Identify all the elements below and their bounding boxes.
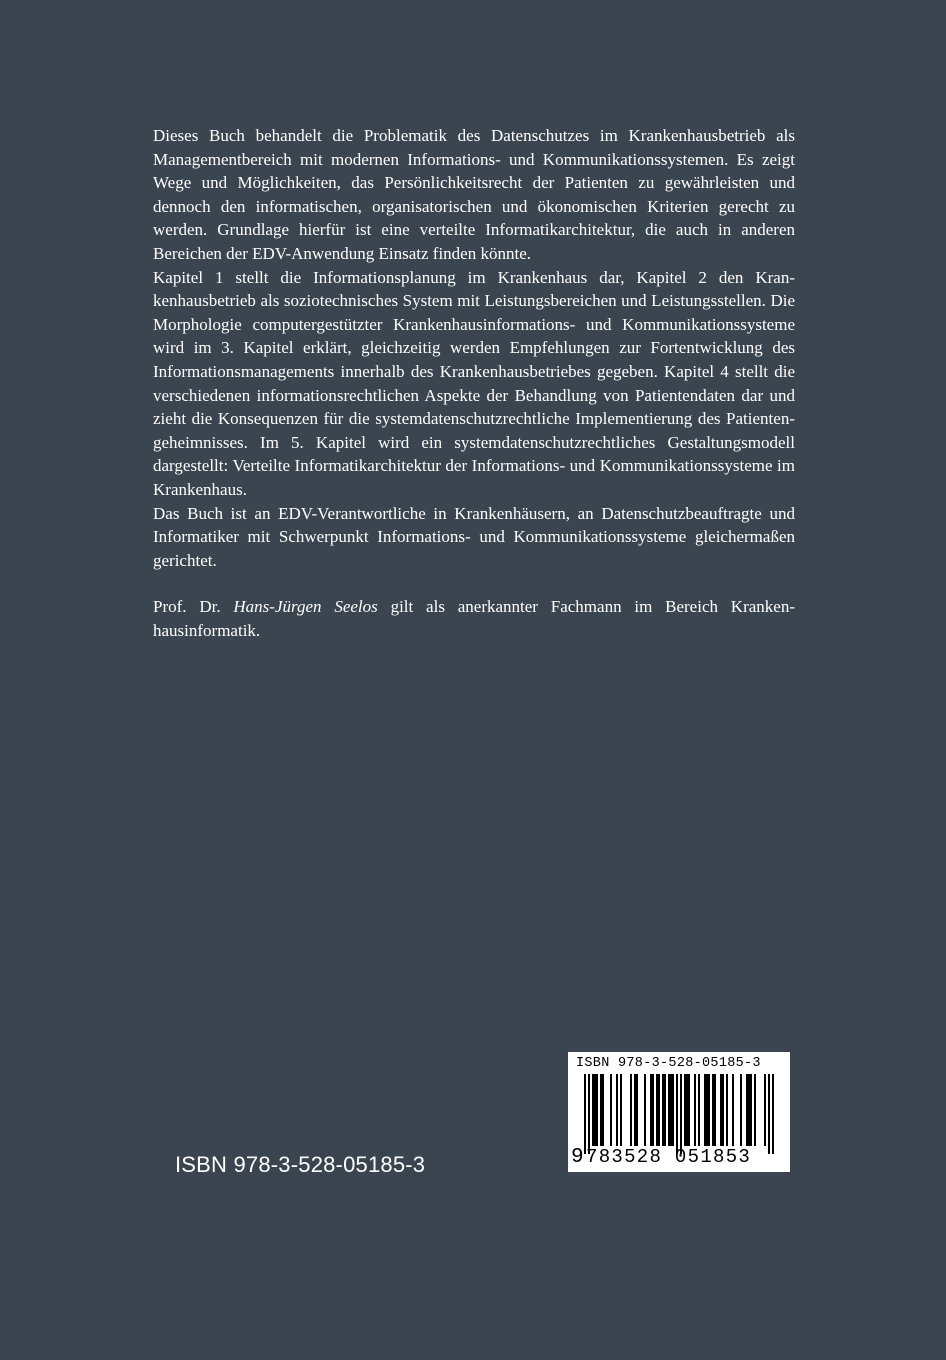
author-note — [153, 595, 795, 642]
barcode-bar — [600, 1074, 602, 1146]
barcode-bar — [662, 1074, 664, 1146]
barcode-bar — [722, 1074, 724, 1146]
author-suffix: gilt als anerkannter Fachmann im Bereich Krankenhausinformatik. — [153, 597, 795, 640]
blurb-paragraph-3: Das Buch ist an EDV-Verantwortliche in Krankenhäusern, an Datenschutzbeauftragte und Informatiker mit Schwerpunkt Informations- und Kommunikationssysteme gleichermaßen gerichtet. — [153, 503, 795, 570]
barcode-bar — [596, 1074, 598, 1146]
barcode-bar — [740, 1074, 742, 1146]
barcode-bar — [584, 1074, 586, 1154]
barcode-digits: 783528 051853 — [586, 1146, 752, 1168]
barcode-bar — [664, 1074, 666, 1146]
barcode-bar — [680, 1074, 682, 1154]
barcode-bar — [672, 1074, 674, 1146]
barcode-bar — [750, 1074, 752, 1146]
barcode-bar — [712, 1074, 714, 1146]
barcode-bar — [708, 1074, 710, 1146]
barcode-first-digit: 9 — [571, 1146, 584, 1169]
barcode-bar — [630, 1074, 632, 1146]
barcode-bar — [602, 1074, 604, 1146]
barcode-bar — [652, 1074, 654, 1146]
barcode-bar — [698, 1074, 700, 1146]
author-name: Hans-Jürgen Seelos — [233, 597, 378, 617]
barcode-bar — [694, 1074, 696, 1146]
barcode-bar — [704, 1074, 706, 1146]
barcode-bar — [620, 1074, 622, 1146]
blurb-paragraph-1: Dieses Buch behandelt die Problematik des Datenschutzes im Krankenhausbetrieb als Managementbereich mit modernen Informations- und Kommunikationssystemen. Es zeigt Wege und Möglichkeiten, das Persönlichkeitsrecht der Patienten zu gewährleisten und dennoch den informatischen, organisatorischen und ökonomischen Kriterien gerecht zu werden. Grundlage hierfür ist eine verteilte Informatikarchitektur, die auch in anderen Bereichen der EDV-Anwendung Einsatz finden könnte. — [153, 126, 795, 263]
blurb-paragraph-2: Kapitel 1 stellt die Informationsplanung im Krankenhaus dar, Kapitel 2 den Krankenhausbetrieb als soziotechnisches System mit Leistungsbereichen und Leistungsstellen. Die Morphologie computergestützter Krankenhausinformations- und Kommunikationssysteme wird im 3. Kapitel erklärt, gleichzeitig werden Empfehlungen zur Fortentwicklung des Informationsmanagements innerhalb des Krankenhausbetriebes gegeben. Kapitel 4 stellt die verschiedenen informationsrechtlichen Aspekte der Behandlung von Patientendaten dar und zieht die Konsequenzen für die systemdatenschutzrechtliche Implementierung des Patientengeheimnisses. Im 5. Kapitel wird ein systemdatenschutzrechtliches Gestaltungsmodell dargestellt: Verteilte Informatikarchitektur der Informations- und Kommunikationssysteme im Krankenhaus. — [153, 267, 795, 499]
barcode — [568, 1052, 790, 1172]
barcode-bar — [746, 1074, 748, 1146]
barcode-bar — [650, 1074, 652, 1146]
barcode-bar — [726, 1074, 728, 1146]
barcode-bar — [764, 1074, 766, 1146]
barcode-isbn-line: ISBN 978-3-528-05185-3 — [576, 1056, 761, 1071]
barcode-bar — [686, 1074, 688, 1146]
barcode-bar — [668, 1074, 670, 1146]
barcode-bar — [658, 1074, 660, 1146]
barcode-bar — [706, 1074, 708, 1146]
barcode-bar — [754, 1074, 756, 1146]
barcode-bar — [714, 1074, 716, 1146]
blurb-text — [153, 124, 795, 642]
barcode-bar — [732, 1074, 734, 1146]
barcode-bar — [588, 1074, 590, 1154]
barcode-bar — [616, 1074, 618, 1146]
barcode-bar — [772, 1074, 774, 1154]
barcode-bar — [634, 1074, 636, 1146]
barcode-bar — [768, 1074, 770, 1154]
barcode-bar — [748, 1074, 750, 1146]
barcode-bar — [670, 1074, 672, 1146]
barcode-bar — [636, 1074, 638, 1146]
barcode-bar — [644, 1074, 646, 1146]
barcode-bar — [594, 1074, 596, 1146]
barcode-bar — [684, 1074, 686, 1146]
barcode-bar — [720, 1074, 722, 1146]
barcode-bar — [656, 1074, 658, 1146]
author-prefix: Prof. Dr. — [153, 597, 234, 617]
barcode-bar — [610, 1074, 612, 1146]
barcode-bar — [592, 1074, 594, 1146]
barcode-bar — [688, 1074, 690, 1146]
barcode-bar — [676, 1074, 678, 1154]
isbn-label: ISBN 978-3-528-05185-3 — [175, 1152, 426, 1177]
